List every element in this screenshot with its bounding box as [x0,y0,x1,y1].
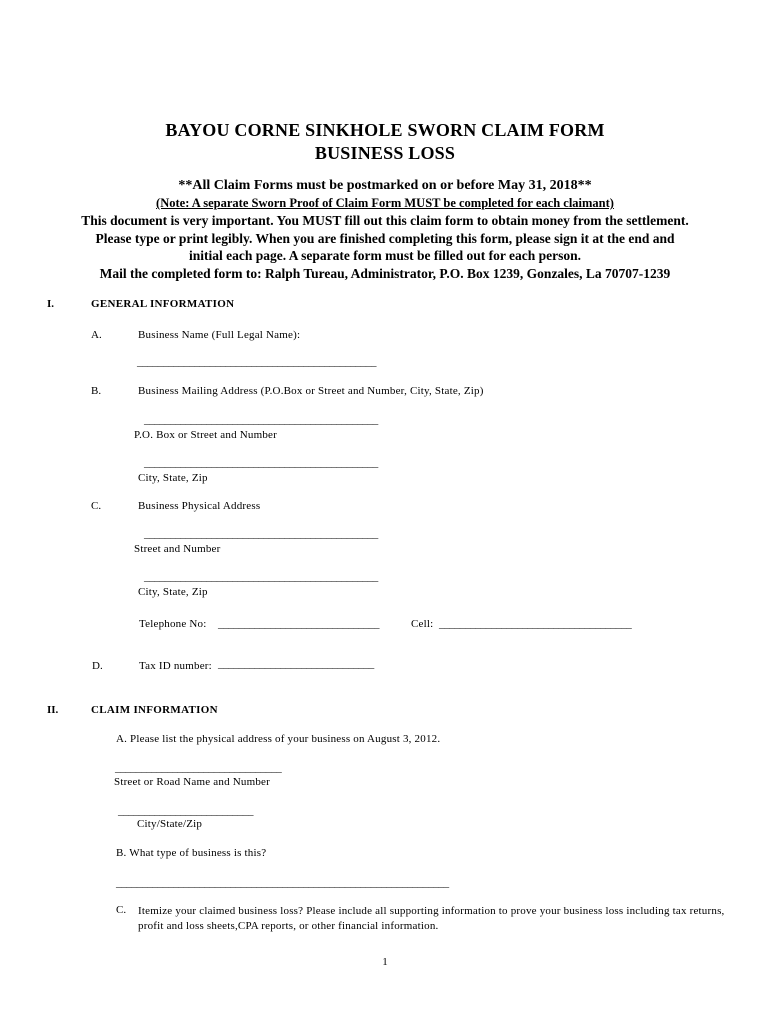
claim-c-letter: C. [116,904,127,916]
claim-street-field[interactable]: ________________________________ [115,762,282,774]
item-b-letter: B. [91,385,102,397]
claim-street-caption: Street or Road Name and Number [114,776,270,788]
mailing-street-caption: P.O. Box or Street and Number [134,429,277,441]
separate-form-note: (Note: A separate Sworn Proof of Claim Form MUST be completed for each claimant) [156,196,614,210]
telephone-label: Telephone No: [139,618,207,630]
instruction-line-3: initial each page. A separate form must be filled out for each person. [189,248,581,263]
section-1-heading: GENERAL INFORMATION [91,298,235,310]
claim-city-field[interactable]: __________________________ [118,805,254,817]
mailing-address-label: Business Mailing Address (P.O.Box or Street and Number, City, State, Zip) [138,385,484,397]
physical-city-caption: City, State, Zip [138,586,208,598]
mailing-city-field[interactable]: _____________________________________________ [144,457,379,469]
cell-label: Cell: [411,618,434,630]
business-name-field[interactable]: ______________________________________________ [137,356,377,368]
mailing-city-caption: City, State, Zip [138,472,208,484]
page-number: 1 [382,956,388,968]
physical-city-field[interactable]: _____________________________________________ [144,571,379,583]
item-d-letter: D. [92,660,103,672]
claim-a-question: A. Please list the physical address of your business on August 3, 2012. [116,733,441,745]
item-a-letter: A. [91,329,102,341]
tax-id-label: Tax ID number: [139,660,212,672]
instruction-line-2: Please type or print legibly. When you are finished completing this form, please sign it at the end and [95,231,675,246]
physical-street-caption: Street and Number [134,543,221,555]
claim-city-caption: City/State/Zip [137,818,203,830]
form-title: BAYOU CORNE SINKHOLE SWORN CLAIM FORM [165,120,605,140]
deadline-notice: **All Claim Forms must be postmarked on or before May 31, 2018** [178,178,592,193]
telephone-field[interactable]: _______________________________ [218,618,380,630]
claim-c-question: Itemize your claimed business loss? Please include all supporting information to prove your business loss including tax returns, profit and loss sheets,CPA reports, or other financial information. [138,905,725,932]
section-1-number: I. [47,298,55,310]
form-subtitle: BUSINESS LOSS [314,143,456,163]
business-type-field[interactable]: ________________________________________________________________ [116,877,449,889]
mailing-instructions: Mail the completed form to: Ralph Tureau, Administrator, P.O. Box 1239, Gonzales, La 70707-1239 [99,266,671,281]
instruction-line-1: This document is very important. You MUST fill out this claim form to obtain money from the settlement. [81,213,689,228]
section-2-heading: CLAIM INFORMATION [91,704,218,716]
cell-field[interactable]: _____________________________________ [439,618,632,630]
claim-b-question: B. What type of business is this? [116,847,267,859]
mailing-street-field[interactable]: _____________________________________________ [144,414,379,426]
business-name-label: Business Name (Full Legal Name): [138,329,301,341]
section-2-number: II. [47,704,59,716]
tax-id-field[interactable]: ______________________________ [218,658,375,670]
item-c-letter: C. [91,500,102,512]
physical-street-field[interactable]: _____________________________________________ [144,528,379,540]
physical-address-label: Business Physical Address [138,500,261,512]
